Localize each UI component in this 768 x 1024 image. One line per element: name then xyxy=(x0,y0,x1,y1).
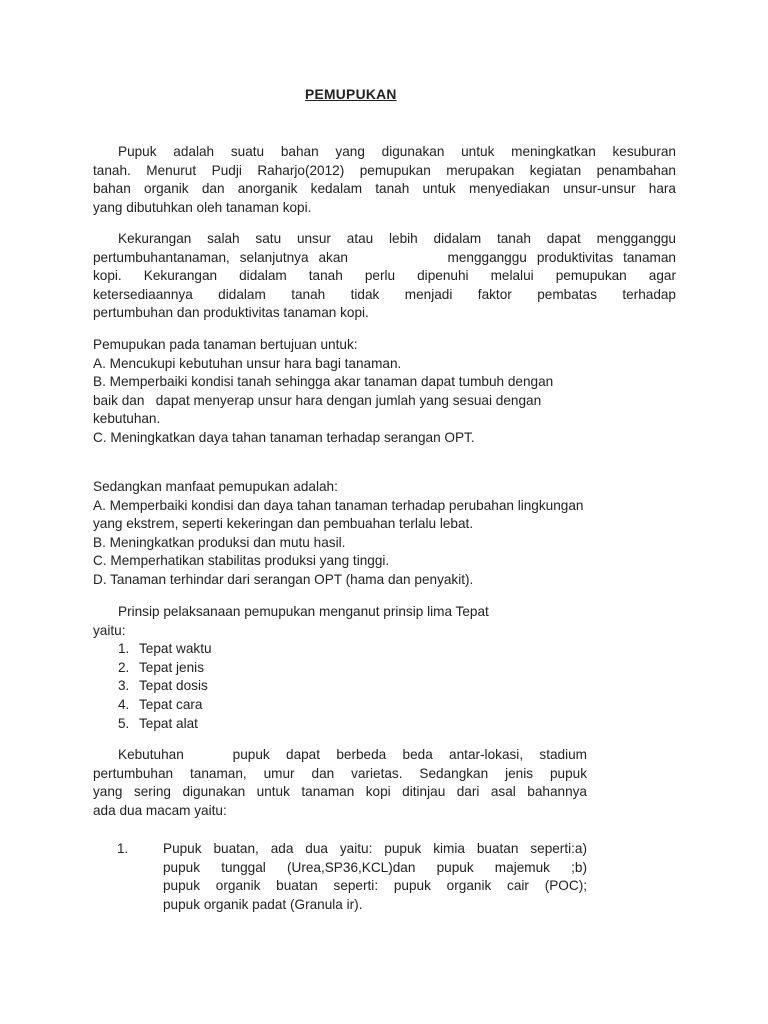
text-line: pertumbuhan dan produktivitas tanaman kopi. xyxy=(93,305,369,321)
text-line: pupuk organik padat (Granula ir). xyxy=(163,896,363,912)
text-line: ketersediaannya didalam tanah tidak menjadi faktor pembatas terhadap xyxy=(93,286,676,302)
list-item: 4. Tepat cara xyxy=(118,696,203,712)
paragraph-definition xyxy=(93,143,676,217)
text-line: yang dibutuhkan oleh tanaman kopi. xyxy=(93,199,312,215)
benefits-section xyxy=(93,478,583,590)
list-item: 3. Tepat dosis xyxy=(118,678,208,694)
text-line: pertumbuhan tanaman, umur dan varietas. Sedangkan jenis pupuk xyxy=(93,765,587,781)
list-item: 5. Tepat alat xyxy=(118,715,198,731)
text-line: Pupuk buatan, ada dua yaitu: pupuk kimia buatan seperti:a) xyxy=(163,841,587,856)
paragraph-deficiency xyxy=(93,230,676,323)
types-number: 1. xyxy=(117,841,129,856)
text-line: bahan organik dan anorganik kedalam tanah untuk menyediakan unsur-unsur hara xyxy=(93,181,676,197)
text-line: Pupuk adalah suatu bahan yang digunakan untuk meningkatkan kesuburan xyxy=(118,144,676,159)
page-title: PEMUPUKAN xyxy=(305,87,397,102)
text-line: kopi. Kekurangan didalam tanah perlu dipenuhi melalui pemupukan agar xyxy=(93,268,676,284)
text-line: yang sering digunakan untuk tanaman kopi ditinjau dari asal bahannya xyxy=(93,784,587,800)
goal-item-c: C. Meningkatkan daya tahan tanaman terhadap serangan OPT. xyxy=(93,429,475,445)
benefit-item-a-cont: yang ekstrem, seperti kekeringan dan pembuahan terlalu lebat. xyxy=(93,516,474,532)
goals-section xyxy=(93,336,553,448)
list-item: 1. Tepat waktu xyxy=(118,641,212,657)
principle-intro: Prinsip pelaksanaan pemupukan menganut prinsip lima Tepat xyxy=(118,604,489,619)
goal-item-b-cont: baik dan dapat menyerap unsur hara dengan jumlah yang sesuai dengan xyxy=(93,392,542,408)
text-line: pertumbuhantanaman, selanjutnya akan mengganggu produktivitas tanaman xyxy=(93,249,676,265)
benefit-item-d: D. Tanaman terhindar dari serangan OPT (hama dan penyakit). xyxy=(93,571,474,587)
text-line: ada dua macam yaitu: xyxy=(93,802,227,818)
list-item: 2. Tepat jenis xyxy=(118,659,204,675)
goal-item-b: B. Memperbaiki kondisi tanah sehingga akar tanaman dapat tumbuh dengan xyxy=(93,374,554,390)
goal-item-b-cont: kebutuhan. xyxy=(93,411,161,427)
goal-item-a: A. Mencukupi kebutuhan unsur hara bagi tanaman. xyxy=(93,355,402,371)
paragraph-needs xyxy=(93,746,587,820)
text-line: pupuk tunggal (Urea,SP36,KCL)dan pupuk majemuk ;b) xyxy=(163,859,587,875)
benefits-intro: Sedangkan manfaat pemupukan adalah: xyxy=(93,479,338,494)
types-item xyxy=(163,840,587,914)
benefit-item-c: C. Memperhatikan stabilitas produksi yang tinggi. xyxy=(93,553,390,569)
goals-intro: Pemupukan pada tanaman bertujuan untuk: xyxy=(93,337,358,352)
benefit-item-a: A. Memperbaiki kondisi dan daya tahan tanaman terhadap perubahan lingkungan xyxy=(93,497,584,513)
text-line: Kekurangan salah satu unsur atau lebih didalam tanah dapat mengganggu xyxy=(118,231,676,246)
text-line: tanah. Menurut Pudji Raharjo(2012) pemupukan merupakan kegiatan penambahan xyxy=(93,162,676,178)
benefit-item-b: B. Meningkatkan produksi dan mutu hasil. xyxy=(93,534,346,550)
text-line: Kebutuhan pupuk dapat berbeda beda antar-lokasi, stadium xyxy=(118,747,587,762)
principle-intro-cont: yaitu: xyxy=(93,622,126,638)
principle-list xyxy=(93,640,489,733)
principle-section xyxy=(93,603,489,733)
text-line: pupuk organik buatan seperti: pupuk organik cair (POC); xyxy=(163,878,587,894)
